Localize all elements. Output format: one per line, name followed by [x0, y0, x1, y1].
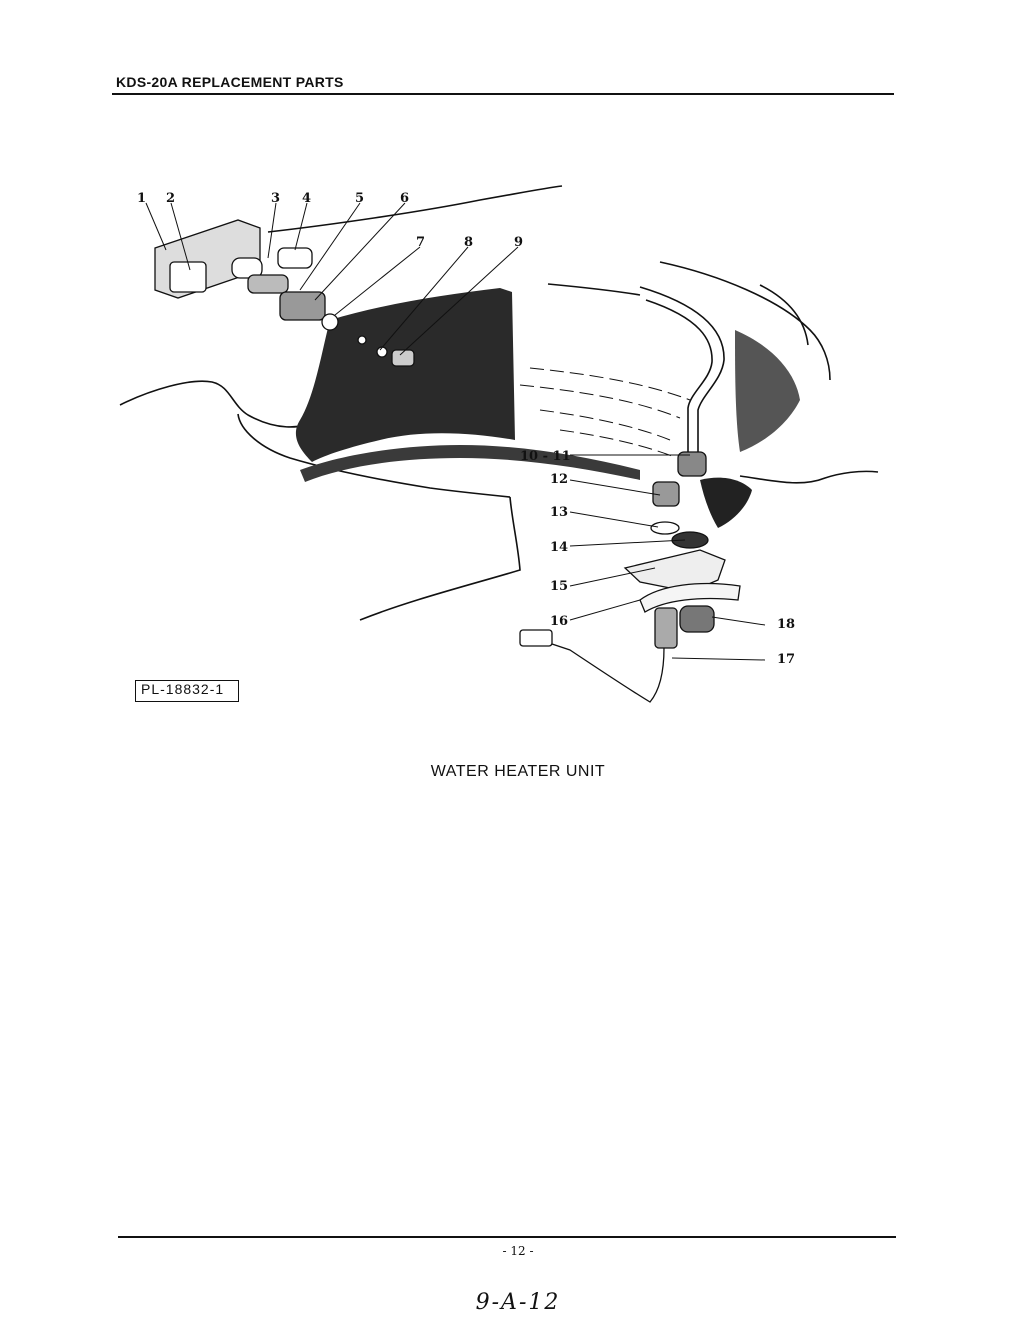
callout-6: 6	[400, 191, 410, 206]
callout-15: 15	[550, 579, 569, 594]
header-title: KDS-20A REPLACEMENT PARTS	[116, 74, 344, 90]
callout-17: 17	[777, 652, 796, 667]
callout-13: 13	[550, 505, 569, 520]
callout-2: 2	[166, 191, 176, 206]
callout-3: 3	[271, 191, 281, 206]
diagram-caption: WATER HEATER UNIT	[430, 763, 606, 780]
callout-5: 5	[355, 191, 365, 206]
callout-7: 7	[416, 235, 426, 250]
callout-12: 12	[550, 472, 569, 487]
callout-14: 14	[550, 540, 569, 555]
callout-18: 18	[777, 617, 796, 632]
callout-1: 1	[137, 191, 147, 206]
callout-16: 16	[550, 614, 569, 629]
heater-tube	[640, 287, 724, 455]
handwritten-note: 9-A-12	[475, 1290, 561, 1315]
callout-8: 8	[464, 235, 474, 250]
tub-shading	[296, 288, 800, 528]
callout-9: 9	[514, 235, 524, 250]
footer-rule	[118, 1236, 896, 1238]
callout-10-11: 10 - 11	[520, 449, 571, 464]
tub-rim-lines	[520, 368, 690, 456]
callout-4: 4	[302, 191, 312, 206]
plate-number: PL-18832-1	[141, 681, 225, 697]
page-number: - 12 -	[502, 1244, 534, 1258]
